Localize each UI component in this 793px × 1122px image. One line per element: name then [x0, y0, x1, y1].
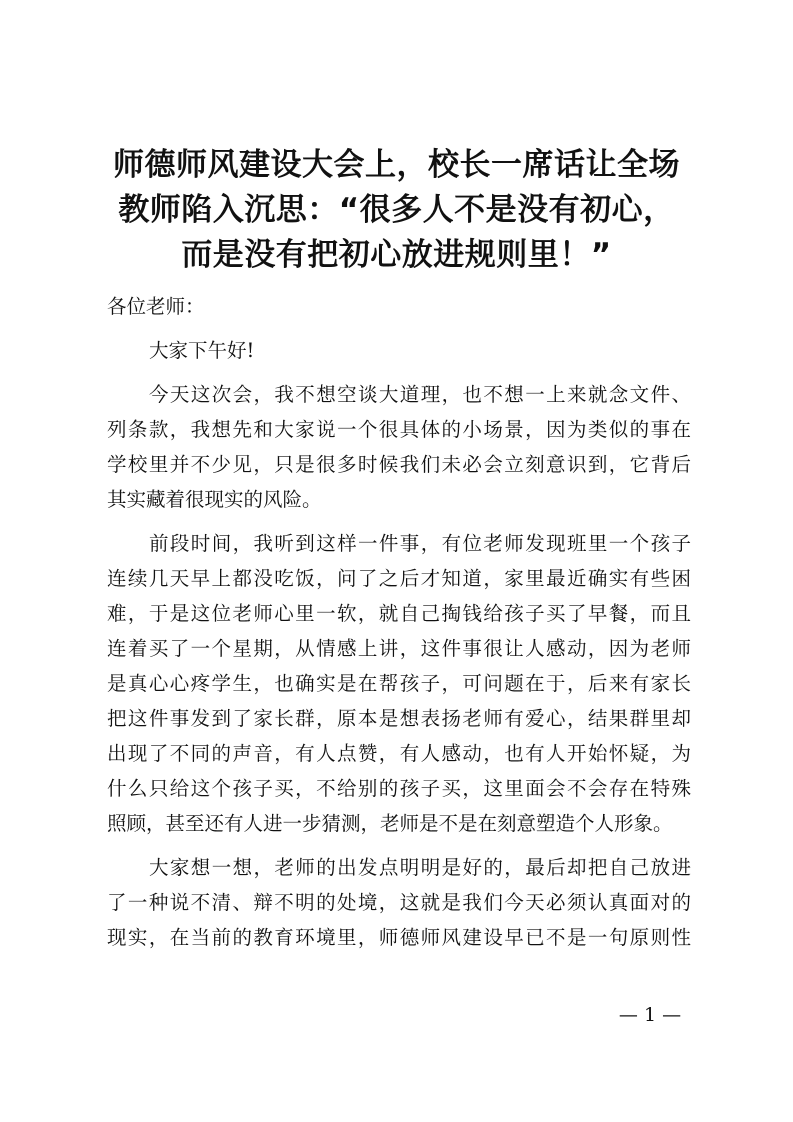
paragraph [107, 526, 691, 841]
paragraph-line: 难，于是这位老师心里一软，就自己掏钱给孩子买了早餐，而且 [107, 602, 691, 625]
paragraph-line: 学校里并不少见，只是很多时候我们未必会立刻意识到，它背后 [107, 453, 691, 476]
paragraph-line: 是真心心疼学生，也确实是在帮孩子，可问题在于，后来有家长 [107, 672, 691, 695]
paragraph [107, 377, 691, 517]
page-number: — 1 — [618, 1004, 682, 1026]
paragraph-line: 把这件事发到了家长群，原本是想表扬老师有爱心，结果群里却 [107, 707, 691, 730]
paragraph-line: 出现了不同的声音，有人点赞，有人感动，也有人开始怀疑，为 [107, 742, 691, 765]
paragraph-line: 今天这次会，我不想空谈大道理，也不想一上来就念文件、 [149, 383, 691, 406]
paragraph-line: 列条款，我想先和大家说一个很具体的小场景，因为类似的事在 [107, 418, 691, 441]
title-line: 师德师风建设大会上，校长一席话让全场 [113, 147, 680, 183]
document-body [107, 289, 691, 955]
paragraph-line: 现实，在当前的教育环境里，师德师风建设早已不是一句原则性 [107, 926, 691, 949]
title-line: 教师陷入沉思：“很多人不是没有初心， [118, 192, 675, 228]
title-line: 而是没有把初心放进规则里！” [181, 237, 612, 273]
paragraph-line: 了一种说不清、辩不明的处境，这就是我们今天必须认真面对的 [107, 891, 691, 914]
paragraph-line: 什么只给这个孩子买，不给别的孩子买，这里面会不会存在特殊 [107, 777, 691, 800]
paragraph-line: 前段时间，我听到这样一件事，有位老师发现班里一个孩子 [149, 532, 691, 555]
paragraph-line: 照顾，甚至还有人进一步猜测，老师是不是在刻意塑造个人形象。 [107, 812, 673, 835]
paragraph-line: 其实藏着很现实的风险。 [107, 488, 322, 511]
paragraph-line: 大家想一想，老师的出发点明明是好的，最后却把自己放进 [149, 856, 691, 879]
document-title [80, 143, 713, 278]
paragraph [107, 850, 691, 955]
paragraph-line: 连着买了一个星期，从情感上讲，这件事很让人感动，因为老师 [107, 637, 691, 660]
paragraph-line: 连续几天早上都没吃饭，问了之后才知道，家里最近确实有些困 [107, 567, 691, 590]
greeting: 大家下午好! [149, 339, 255, 362]
salutation: 各位老师： [107, 295, 205, 318]
